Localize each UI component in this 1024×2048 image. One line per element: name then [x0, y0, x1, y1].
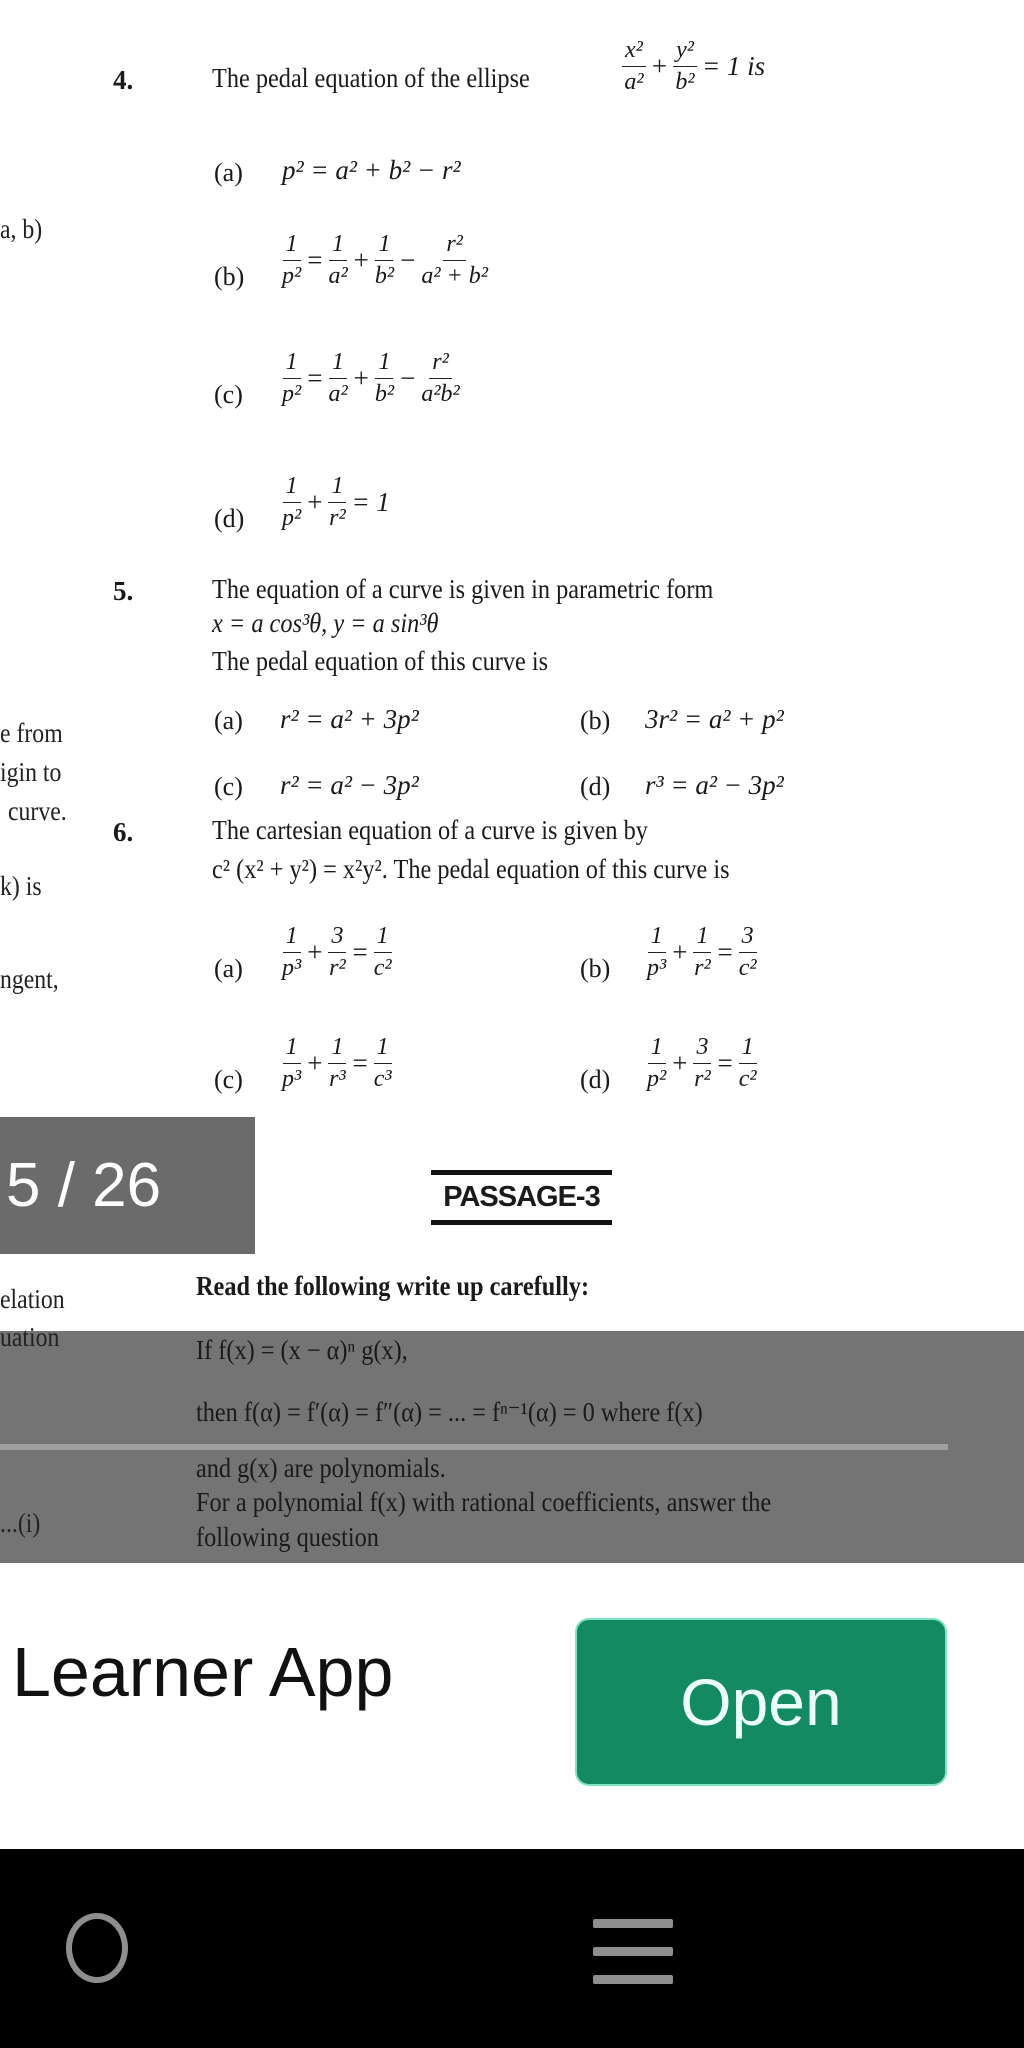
numerator: 1 [283, 1035, 301, 1064]
math-term: r² = a² − 3p² [280, 770, 419, 800]
numerator: r² [429, 350, 452, 379]
fraction [739, 1035, 757, 1092]
margin-text: igin to [0, 757, 62, 787]
fraction [622, 38, 646, 95]
margin-text: a, b) [0, 214, 43, 244]
fraction [421, 350, 459, 407]
option-b[interactable] [645, 704, 784, 735]
app-banner-title: Learner App [12, 1633, 394, 1711]
numerator: 1 [739, 1035, 757, 1064]
passage-line: following question [196, 1522, 379, 1552]
fraction [282, 350, 301, 407]
math-term: r³ = a² − 3p² [645, 770, 784, 800]
denominator: a² + b² [421, 263, 488, 290]
fraction [328, 350, 347, 407]
math-term: + [651, 51, 668, 82]
numerator: 3 [693, 1035, 711, 1064]
option-a[interactable] [282, 155, 461, 186]
numerator: 3 [328, 924, 346, 953]
numerator: 3 [739, 924, 757, 953]
system-nav-bar [0, 1849, 1024, 2048]
math-term: + [307, 1048, 323, 1079]
option-c[interactable] [280, 1035, 394, 1092]
denominator: c² [738, 1066, 757, 1093]
math-term: + [672, 937, 688, 968]
numerator: 1 [648, 924, 666, 953]
question-text: x = a cos³θ, y = a sin³θ [212, 608, 439, 638]
numerator: 1 [328, 474, 346, 503]
denominator: p² [282, 505, 302, 532]
margin-text: uation [0, 1322, 60, 1352]
margin-text: ...(i) [0, 1508, 41, 1538]
option-label: (a) [214, 706, 243, 735]
fraction [421, 232, 488, 289]
math-term: + [353, 245, 369, 276]
fraction [375, 232, 394, 289]
math-term: = [307, 245, 323, 276]
question-number: 5. [113, 576, 134, 606]
numerator: 1 [375, 350, 393, 379]
fraction [328, 924, 346, 981]
math-term: = [307, 363, 323, 394]
numerator: 1 [283, 350, 301, 379]
passage-title: PASSAGE-3 [431, 1170, 612, 1225]
question-expr [620, 38, 765, 95]
passage-intro: Read the following write up carefully: [196, 1271, 590, 1301]
math-term: = [717, 1048, 733, 1079]
fraction [375, 350, 394, 407]
math-term: = [352, 1048, 368, 1079]
option-b[interactable] [645, 924, 759, 981]
question-text: The cartesian equation of a curve is given by [212, 815, 648, 845]
denominator: b² [675, 69, 695, 96]
denominator: a² [328, 381, 348, 408]
numerator: x² [622, 38, 646, 67]
numerator: 1 [283, 232, 301, 261]
denominator: r² [329, 955, 346, 982]
math-term: + [307, 937, 323, 968]
option-c[interactable] [280, 350, 462, 407]
math-term: = [717, 937, 733, 968]
numerator: 1 [329, 232, 347, 261]
denominator: a²b² [421, 381, 460, 408]
fraction [328, 474, 346, 531]
math-term: = [352, 937, 368, 968]
math-term: + [353, 363, 369, 394]
option-label: (b) [580, 706, 611, 735]
option-label: (d) [580, 1065, 611, 1094]
denominator: a² [624, 69, 644, 96]
fraction [328, 1035, 346, 1092]
denominator: a² [328, 263, 348, 290]
denominator: c³ [373, 1066, 392, 1093]
open-app-button[interactable]: Open [575, 1618, 947, 1786]
numerator: 1 [374, 924, 392, 953]
passage-line: then f(α) = f′(α) = f″(α) = ... = fⁿ⁻¹(α) = 0 where f(x) [196, 1397, 703, 1427]
margin-text: ngent, [0, 964, 59, 994]
denominator: p² [282, 381, 302, 408]
denominator: p² [282, 263, 302, 290]
numerator: 1 [648, 1035, 666, 1064]
option-a[interactable] [280, 924, 394, 981]
page-indicator: 5 / 26 [0, 1117, 255, 1254]
home-circle-icon[interactable] [66, 1913, 128, 1983]
option-label: (a) [214, 954, 243, 983]
denominator: c² [738, 955, 757, 982]
denominator: p³ [282, 1066, 302, 1093]
option-c[interactable] [280, 770, 419, 801]
question-text: c² (x² + y²) = x²y². The pedal equation of this curve is [212, 854, 730, 884]
option-b[interactable] [280, 232, 490, 289]
denominator: p³ [647, 955, 667, 982]
option-a[interactable] [280, 704, 419, 735]
question-text: The equation of a curve is given in parametric form [212, 574, 714, 604]
fraction [374, 924, 392, 981]
fraction [282, 924, 301, 981]
passage-line: For a polynomial f(x) with rational coefficients, answer the [196, 1487, 772, 1517]
denominator: r² [694, 1066, 711, 1093]
question-text: The pedal equation of this curve is [212, 646, 549, 676]
option-d[interactable] [645, 1035, 759, 1092]
denominator: r³ [329, 1066, 346, 1093]
passage-line: and g(x) are polynomials. [196, 1453, 446, 1483]
fraction [282, 474, 301, 531]
denominator: c² [373, 955, 392, 982]
option-label: (a) [214, 158, 243, 187]
margin-text: curve. [8, 796, 67, 826]
math-term: − [400, 363, 416, 394]
option-label: (d) [214, 504, 245, 533]
numerator: y² [673, 38, 697, 67]
option-d[interactable] [280, 474, 390, 531]
numerator: r² [443, 232, 466, 261]
fraction [647, 924, 666, 981]
denominator: b² [374, 381, 395, 408]
question-number: 6. [113, 817, 134, 847]
option-label: (b) [580, 954, 611, 983]
fraction [282, 232, 301, 289]
numerator: 1 [374, 1035, 392, 1064]
fraction [739, 924, 757, 981]
denominator: p² [647, 1066, 667, 1093]
denominator: p³ [282, 955, 302, 982]
math-term: = 1 [351, 487, 390, 518]
margin-text: k) is [0, 871, 42, 901]
option-label: (d) [580, 772, 611, 801]
fraction [374, 1035, 392, 1092]
math-term: p² = a² + b² − r² [282, 155, 461, 185]
overlay-divider [0, 1444, 948, 1450]
fraction [693, 924, 711, 981]
denominator: r² [694, 955, 711, 982]
math-term: 3r² = a² + p² [645, 704, 784, 734]
fraction [647, 1035, 666, 1092]
fraction [693, 1035, 711, 1092]
math-term: + [672, 1048, 688, 1079]
fraction [282, 1035, 301, 1092]
numerator: 1 [329, 350, 347, 379]
option-label: (c) [214, 1065, 243, 1094]
numerator: 1 [328, 1035, 346, 1064]
option-label: (b) [214, 262, 245, 291]
math-term: r² = a² + 3p² [280, 704, 419, 734]
denominator: r² [329, 505, 346, 532]
question-number: 4. [113, 65, 134, 95]
option-label: (c) [214, 380, 243, 409]
fraction [328, 232, 347, 289]
question-text: The pedal equation of the ellipse [212, 63, 530, 93]
numerator: 1 [283, 924, 301, 953]
denominator: b² [374, 263, 395, 290]
math-term: + [307, 487, 323, 518]
numerator: 1 [693, 924, 711, 953]
option-d[interactable] [645, 770, 784, 801]
math-term: − [400, 245, 416, 276]
numerator: 1 [375, 232, 393, 261]
math-term: = 1 is [701, 51, 766, 82]
option-label: (c) [214, 772, 243, 801]
passage-line: If f(x) = (x − α)ⁿ g(x), [196, 1335, 408, 1365]
fraction [673, 38, 697, 95]
menu-icon[interactable] [593, 1919, 673, 2003]
margin-text: e from [0, 718, 63, 748]
numerator: 1 [283, 474, 301, 503]
margin-text: elation [0, 1284, 65, 1314]
